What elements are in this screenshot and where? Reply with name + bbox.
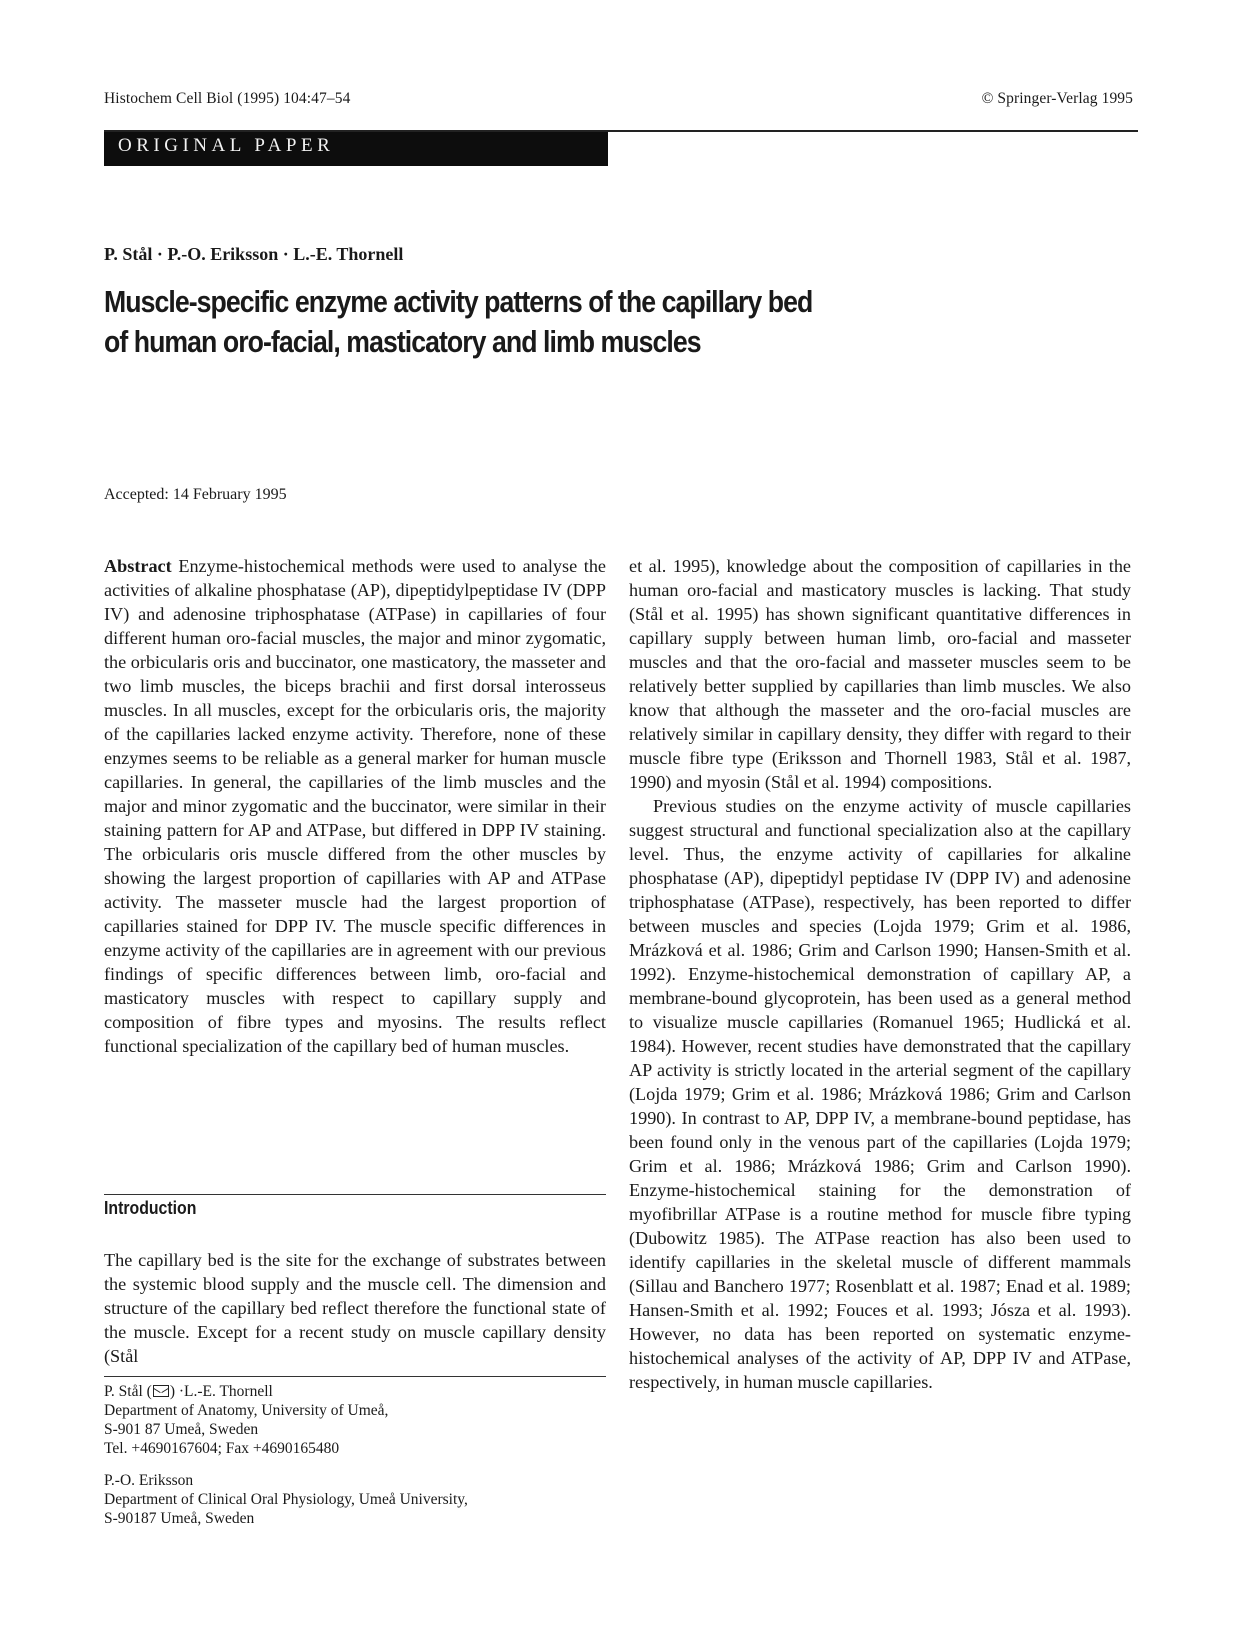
author-list: P. Stål · P.-O. Eriksson · L.-E. Thornell (104, 244, 404, 264)
affiliation-name-suffix: ) ·L.-E. Thornell (169, 1383, 273, 1400)
title-line-2: of human oro-facial, masticatory and limb muscles (104, 324, 701, 359)
intro-paragraph-2: Previous studies on the enzyme activity of muscle capillaries suggest structural and functional specialization also at the capillary level. Thus, the enzyme activity of capillaries for alkaline phosphatase (AP), dipeptidyl peptidase IV (DPP IV) and adenosine triphosphatase (ATPase), respectively, has been reported to differ between muscles and species (Lojda 1979; Grim et al. 1986, Mrázková et al. 1986; Grim and Carlson 1990; Hansen-Smith et al. 1992). Enzyme-histochemical demonstration of capillary AP, a membrane-bound glycoprotein, has been used as a general method to visualize muscle capillaries (Romanuel 1965; Hudlická et al. 1984). However, recent studies have demonstrated that the capillary AP activity is strictly located in the arterial segment of the capillary (Lojda 1979; Grim et al. 1986; Mrázková 1986; Grim and Carlson 1990). In contrast to AP, DPP IV, a membrane-bound peptidase, has been found only in the venous part of the capillaries (Lojda 1979; Grim et al. 1986; Mrázková 1986; Grim and Carlson 1990). Enzyme-histochemical staining for the demonstration of myofibrillar ATPase is a routine method for muscle fibre typing (Dubowitz 1985). The ATPase reaction has also been used to identify capillaries in the skeletal muscle of different mammals (Sillau and Banchero 1977; Rosenblatt et al. 1987; Enad et al. 1989; Hansen-Smith et al. 1992; Fouces et al. 1993; Jósza et al. 1993). However, no data has been reported on systematic enzyme-histochemical analyses of the activity of AP, DPP IV and ATPase, respectively, in human muscle capillaries. (629, 796, 1131, 1392)
affiliation-name-prefix: P. Stål ( (104, 1383, 152, 1400)
abstract-label: Abstract (104, 556, 172, 576)
abstract (104, 554, 606, 1058)
journal-citation: Histochem Cell Biol (1995) 104:47–54 (104, 90, 351, 107)
affiliation-name: P.-O. Eriksson (104, 1472, 194, 1489)
intro-paragraph-1-start: The capillary bed is the site for the exchange of substrates between the systemic blood supply and the muscle cell. The dimension and structure of the capillary bed reflect therefore the functional state of the muscle. Except for a recent study on muscle capillary density (Stål (104, 1250, 606, 1366)
abstract-text: Enzyme-histochemical methods were used to analyse the activities of alkaline phosphatase (AP), dipeptidylpeptidase IV (DPP IV) and adenosine triphosphatase (ATPase) in capillaries of four different human oro-facial muscles, the major and minor zygomatic, the orbicularis oris and buccinator, one masticatory, the masseter and two limb muscles, the biceps brachii and first dorsal interosseus muscles. In all muscles, except for the orbicularis oris, the majority of the capillaries lacked enzyme activity. Therefore, none of these enzymes seems to be reliable as a general marker for human muscle capillaries. In general, the capillaries of the limb muscles and the major and minor zygomatic and the buccinator, were similar in their staining pattern for AP and ATPase, but differed in DPP IV staining. The orbicularis oris muscle differed from the other muscles by showing the largest proportion of capillaries with AP and ATPase activity. The masseter muscle had the largest proportion of capillaries stained for DPP IV. The muscle specific differences in enzyme activity of the capillaries are in agreement with our previous findings of specific differences between limb, oro-facial and masticatory muscles with respect to capillary supply and composition of fibre types and myosins. The results reflect functional specialization of the capillary bed of human muscles. (104, 556, 606, 1056)
envelope-icon (153, 1385, 169, 1397)
affiliation-address: S-90187 Umeå, Sweden (104, 1510, 255, 1527)
accepted-date: Accepted: 14 February 1995 (104, 486, 287, 503)
introduction-heading: Introduction (104, 1198, 197, 1218)
intro-paragraph-1-end: et al. 1995), knowledge about the composition of capillaries in the human oro-facial and masticatory muscles is lacking. That study (Stål et al. 1995) has shown significant quantitative differences in capillary supply between human limb, oro-facial and masseter muscles and that the oro-facial and masseter muscles seem to be relatively better supplied by capillaries than limb muscles. We also know that although the masseter and the oro-facial muscles are relatively similar in capillary density, they differ with regard to their muscle fibre type (Eriksson and Thornell 1983, Stål et al. 1987, 1990) and myosin (Stål et al. 1994) compositions. (629, 556, 1131, 792)
affiliation-department: Department of Clinical Oral Physiology, Umeå University, (104, 1491, 468, 1508)
publisher-copyright: © Springer-Verlag 1995 (981, 90, 1133, 107)
affiliation-address: S-901 87 Umeå, Sweden (104, 1421, 259, 1438)
affiliation-1 (104, 1382, 606, 1458)
affiliation-rule (104, 1376, 606, 1377)
affiliation-2 (104, 1471, 606, 1528)
affiliation-contact: Tel. +4690167604; Fax +4690165480 (104, 1440, 340, 1457)
article-title (104, 282, 878, 362)
intro-rule (104, 1194, 606, 1195)
introduction-left-column (104, 1248, 606, 1368)
affiliation-department: Department of Anatomy, University of Umeå, (104, 1402, 389, 1419)
introduction-right-column (629, 554, 1131, 1394)
title-line-1: Muscle-specific enzyme activity patterns of the capillary bed (104, 284, 813, 319)
section-label: ORIGINAL PAPER (118, 135, 335, 156)
